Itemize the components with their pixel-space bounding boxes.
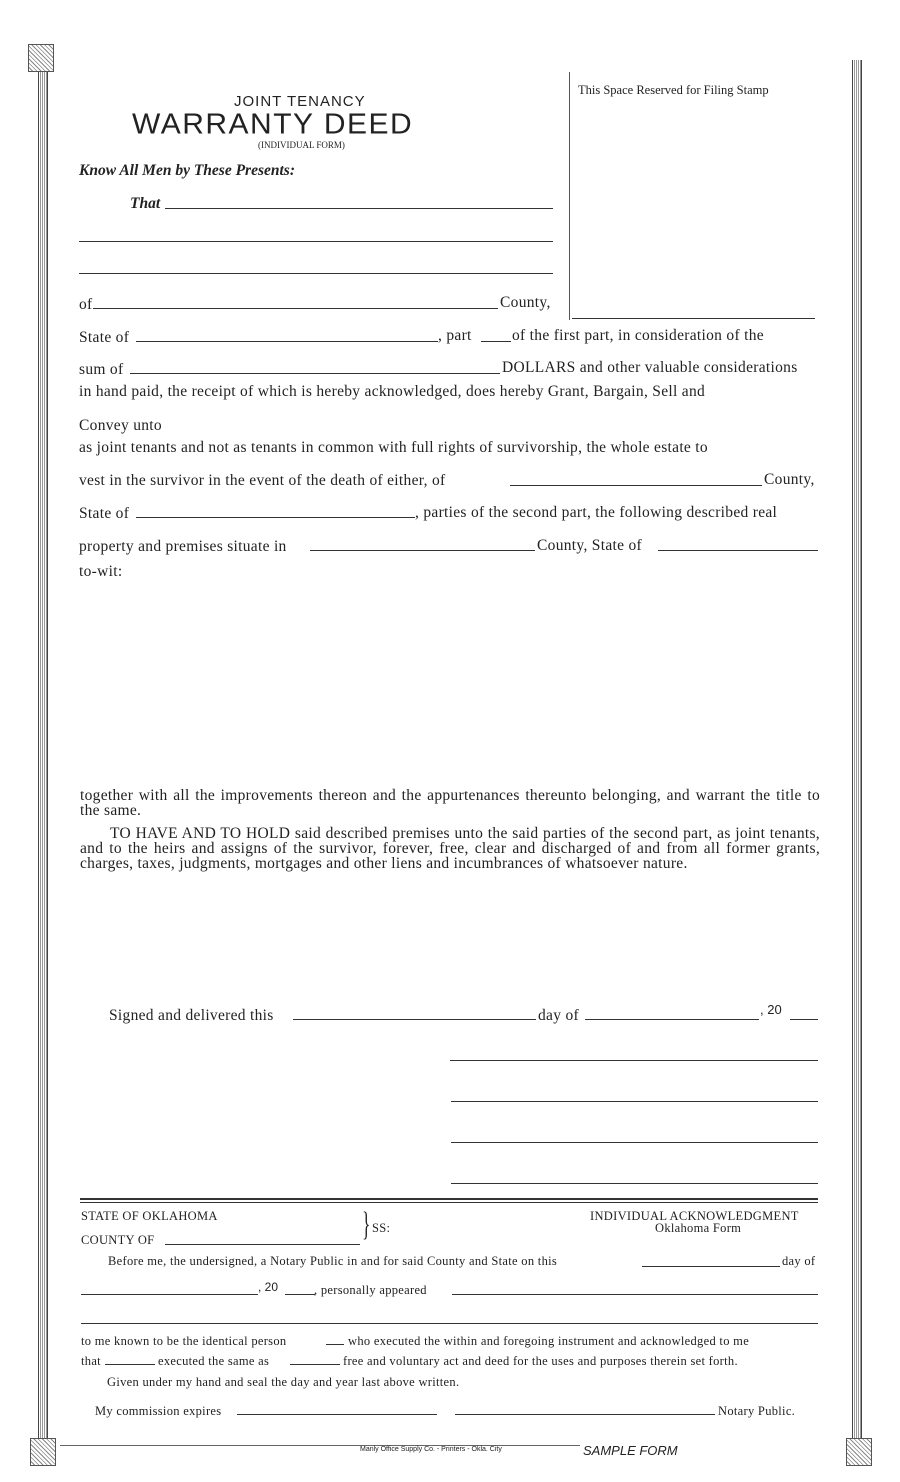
first-part-text: of the first part, in consideration of the — [512, 327, 764, 344]
filing-stamp-label: This Space Reserved for Filing Stamp — [578, 83, 769, 97]
appeared-name-line-2[interactable] — [81, 1323, 818, 1324]
of-label: of — [79, 296, 93, 313]
county-label-2: County, — [764, 471, 815, 488]
to-have-paragraph: TO HAVE AND TO HOLD said described premises unto the said parties of the second part, as joint tenants, and to the heirs and assigns of the survivor, forever, free, clear and discharged of and from all former grants, charges, taxes, judgments, mortgages and other liens and incumbrances of whatsoever nature. — [80, 825, 820, 872]
part-label: , part — [438, 327, 472, 344]
joint-tenants-text: as joint tenants and not as tenants in common with full rights of survivorship, the whole estate to — [79, 439, 708, 456]
signed-label: Signed and delivered this — [109, 1007, 274, 1024]
stamp-box-border — [569, 72, 570, 320]
convey-unto-label: Convey unto — [79, 417, 162, 434]
signature-line-2[interactable] — [451, 1101, 818, 1102]
ack-title: INDIVIDUAL ACKNOWLEDGMENT — [590, 1209, 799, 1223]
appeared-name-line[interactable] — [452, 1294, 818, 1295]
footer-rule — [60, 1445, 580, 1446]
grantor-county-line[interactable] — [93, 308, 498, 309]
notary-label: Notary Public. — [718, 1404, 796, 1418]
state-of-oklahoma: STATE OF OKLAHOMA — [81, 1209, 218, 1223]
part-suffix-line[interactable] — [481, 341, 511, 342]
ss-label: SS: — [372, 1221, 391, 1235]
that-label: That — [130, 195, 161, 212]
year-prefix: , 20 — [760, 1002, 782, 1017]
personally-appeared-text: , personally appeared — [314, 1283, 427, 1297]
printer-credit: Manly Office Supply Co. - Printers - Okla. City — [360, 1446, 502, 1453]
ack-day-line[interactable] — [642, 1266, 780, 1267]
sample-form-label: SAMPLE FORM — [583, 1443, 678, 1458]
notary-signature-line[interactable] — [455, 1414, 715, 1415]
sum-of-label: sum of — [79, 361, 124, 378]
property-county-line[interactable] — [310, 550, 535, 551]
ack-day-of-label: day of — [782, 1254, 816, 1268]
known-text: to me known to be the identical person — [81, 1334, 287, 1348]
ack-year-prefix: , 20 — [258, 1280, 279, 1294]
who-executed-text: who executed the within and foregoing instrument and acknowledged to me — [348, 1334, 750, 1348]
pronoun-line-1[interactable] — [105, 1364, 155, 1365]
brace: } — [362, 1206, 371, 1243]
to-wit-label: to-wit: — [79, 563, 123, 580]
grantee-state-line[interactable] — [136, 517, 415, 518]
ack-subtitle: Oklahoma Form — [655, 1221, 742, 1235]
before-me-text: Before me, the undersigned, a Notary Public in and for said County and State on this — [108, 1254, 558, 1268]
right-border — [852, 60, 862, 1442]
executed-same-text: executed the same as — [158, 1354, 270, 1368]
signed-month-line[interactable] — [585, 1019, 759, 1020]
that-ack-label: that — [81, 1354, 101, 1368]
signature-line-4[interactable] — [451, 1183, 818, 1184]
county-of-label: COUNTY OF — [81, 1233, 155, 1247]
given-text: Given under my hand and seal the day and year last above written. — [107, 1375, 460, 1389]
grantor-name-line[interactable] — [165, 208, 553, 209]
signed-year-line[interactable] — [790, 1019, 818, 1020]
commission-label: My commission expires — [95, 1404, 222, 1418]
grantee-county-line[interactable] — [510, 485, 762, 486]
free-act-text: free and voluntary act and deed for the uses and purposes therein set forth. — [343, 1354, 738, 1368]
form-note: (INDIVIDUAL FORM) — [258, 140, 345, 150]
together-paragraph: together with all the improvements thereon and the appurtenances thereunto belonging, and warrant the title to the same. — [80, 787, 820, 819]
bottom-left-ornament — [30, 1438, 56, 1466]
page-title: WARRANTY DEED — [132, 108, 414, 141]
vest-text: vest in the survivor in the event of the death of either, of — [79, 472, 446, 489]
section-divider — [80, 1198, 818, 1200]
top-left-ornament — [28, 44, 54, 72]
person-suffix-line[interactable] — [326, 1344, 344, 1345]
county-label: County, — [500, 294, 551, 311]
grantor-line-2[interactable] — [79, 241, 553, 242]
ack-year-line[interactable] — [285, 1294, 315, 1295]
state-of-label: State of — [79, 329, 130, 346]
deed-subtitle: JOINT TENANCY — [234, 93, 366, 110]
dollars-text: DOLLARS and other valuable considerations — [502, 359, 798, 376]
county-state-of-text: County, State of — [537, 537, 642, 554]
intro-heading: Know All Men by These Presents: — [79, 162, 296, 179]
property-state-line[interactable] — [658, 550, 818, 551]
property-text: property and premises situate in — [79, 538, 287, 555]
signed-day-line[interactable] — [293, 1019, 536, 1020]
ack-county-line[interactable] — [165, 1244, 360, 1245]
parties-second-text: , parties of the second part, the following described real — [415, 504, 778, 521]
signature-line-3[interactable] — [451, 1142, 818, 1143]
signature-line-1[interactable] — [450, 1060, 818, 1061]
grantor-state-line[interactable] — [136, 341, 438, 342]
sum-line[interactable] — [130, 373, 500, 374]
left-border — [38, 60, 48, 1442]
ack-month-line[interactable] — [81, 1294, 258, 1295]
day-of-label: day of — [538, 1007, 579, 1024]
hand-paid-text: in hand paid, the receipt of which is hereby acknowledged, does hereby Grant, Bargain, Sell and — [79, 383, 706, 400]
section-divider-2 — [80, 1202, 818, 1203]
pronoun-line-2[interactable] — [290, 1364, 340, 1365]
commission-line[interactable] — [237, 1414, 437, 1415]
grantor-line-3[interactable] — [79, 273, 553, 274]
bottom-right-ornament — [846, 1438, 872, 1466]
state-of-label-2: State of — [79, 505, 130, 522]
stamp-box-bottom — [572, 318, 815, 319]
